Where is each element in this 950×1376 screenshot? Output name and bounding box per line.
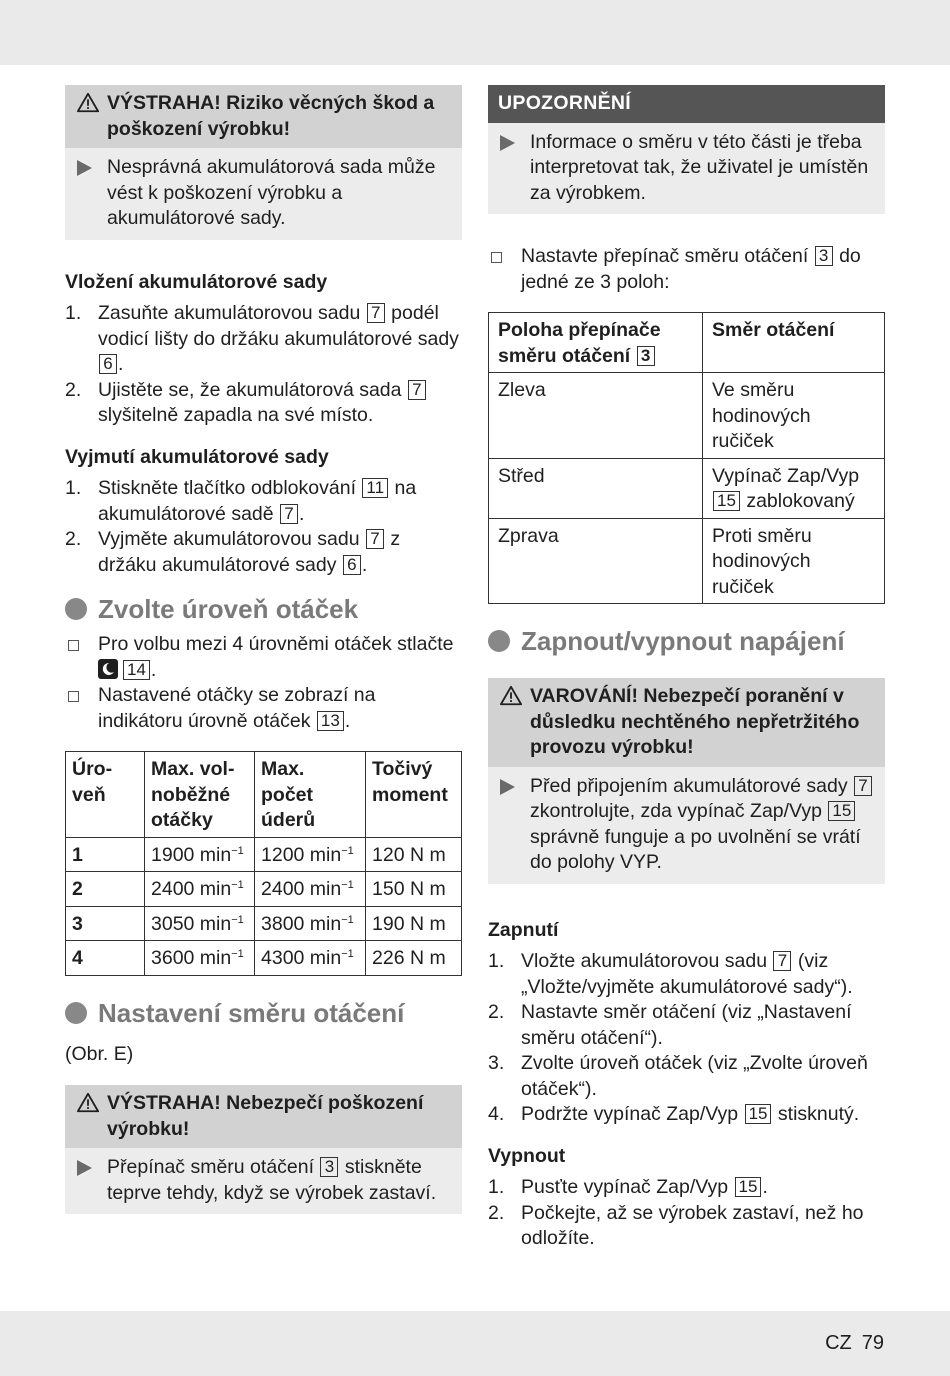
ref-number: 13 xyxy=(317,711,344,731)
list-item xyxy=(488,1051,885,1102)
on-steps xyxy=(488,949,885,1128)
speed-table xyxy=(65,751,462,976)
list-item xyxy=(488,949,885,1000)
notice-body xyxy=(488,123,885,215)
unit-exponent: −1 xyxy=(341,948,354,960)
section-title: Zapnout/vypnout napájení xyxy=(521,626,845,656)
step-text: Počkejte, až se výrobek zastaví, než ho odložíte. xyxy=(521,1201,864,1249)
step-number: 2. xyxy=(488,1001,505,1023)
warning-header xyxy=(65,1085,462,1148)
table-header-cell: Směr otáčení xyxy=(703,313,885,373)
bullet-text-end: . xyxy=(344,709,351,732)
level-cell: 2 xyxy=(66,872,145,907)
step-text: podél vodicí lišty do držáku akumulátorové sady xyxy=(98,302,459,350)
cell-text: Vypínač Zap/Vyp xyxy=(712,464,860,487)
step-number: 2. xyxy=(65,528,82,550)
ref-number: 3 xyxy=(320,1157,338,1177)
ref-number: 7 xyxy=(773,951,791,971)
bpm-cell xyxy=(255,837,366,872)
ref-number: 15 xyxy=(828,801,855,821)
table-header-row xyxy=(489,313,885,373)
table-row xyxy=(66,837,462,872)
unit-exponent: −1 xyxy=(341,913,354,926)
warning-text-mid: zkontrolujte, zda vypínač Zap/Vyp xyxy=(530,800,828,822)
warning-box-injury xyxy=(488,678,885,884)
step-text: Pusťte vypínač Zap/Vyp xyxy=(521,1176,734,1198)
bpm-cell xyxy=(255,872,366,907)
ref-number: 6 xyxy=(99,354,117,374)
section-bullet-icon xyxy=(65,598,87,620)
bpm-cell xyxy=(255,906,366,941)
direction-table xyxy=(488,312,885,604)
list-item xyxy=(65,476,462,527)
warning-text: Před připojením akumulátorové sady xyxy=(530,774,853,797)
ref-number: 15 xyxy=(713,491,740,511)
arrow-right-icon xyxy=(500,779,515,795)
bpm-cell xyxy=(255,941,366,976)
ref-number: 6 xyxy=(343,555,361,575)
section-title: Nastavení směru otáčení xyxy=(98,997,405,1028)
section-bullet-icon xyxy=(65,1002,87,1024)
step-number: 1. xyxy=(65,477,82,499)
warning-header xyxy=(65,85,462,148)
unit-exponent: −1 xyxy=(231,844,244,857)
square-bullet-icon xyxy=(68,640,79,651)
ref-number: 14 xyxy=(123,660,150,680)
list-item xyxy=(65,683,462,734)
step-number: 4. xyxy=(488,1103,505,1125)
step-number: 3. xyxy=(488,1052,505,1074)
language-code: CZ xyxy=(825,1332,852,1354)
step-text: . xyxy=(762,1176,768,1198)
table-row xyxy=(489,518,885,604)
section-power xyxy=(488,626,885,656)
list-item xyxy=(488,1201,885,1252)
notice-text: Informace o směru v této části je třeba interpretovat tak, že uživatel je umístěn za výrobkem. xyxy=(530,130,869,204)
table-row xyxy=(66,906,462,941)
page-number: 79 xyxy=(861,1332,884,1354)
ref-number: 7 xyxy=(408,380,426,400)
figure-reference: (Obr. E) xyxy=(65,1042,134,1065)
bullet-text: Nastavené otáčky se zobrazí na indikátoru úrovně otáček xyxy=(98,684,376,732)
table-header-cell: Max. počet úderů xyxy=(255,752,366,838)
warning-title: VÝSTRAHA! Nebezpečí poškození výrobku! xyxy=(107,1092,424,1140)
level-cell: 1 xyxy=(66,837,145,872)
remove-steps xyxy=(65,476,462,578)
torque-cell: 190 N m xyxy=(366,906,462,941)
torque-cell: 120 N m xyxy=(366,837,462,872)
section-title: Zvolte úroveň otáček xyxy=(98,594,359,624)
section-speed xyxy=(65,594,462,624)
list-item xyxy=(65,632,462,683)
list-item xyxy=(65,378,462,429)
list-item xyxy=(488,1175,885,1201)
step-text: Vložte akumulátorovou sadu xyxy=(521,950,773,972)
step-text: Nastavte směr otáčení (viz „Nastavení směru otáčení“). xyxy=(521,1001,852,1049)
step-number: 2. xyxy=(65,378,82,401)
list-item xyxy=(488,1000,885,1051)
top-band xyxy=(0,0,950,65)
table-header-row xyxy=(66,752,462,838)
warning-box-damage xyxy=(65,85,462,240)
step-text: stisknutý. xyxy=(772,1103,860,1125)
table-cell: Zleva xyxy=(489,373,703,459)
right-column xyxy=(488,85,885,1268)
step-text: Stiskněte tlačítko odblokování xyxy=(98,477,362,499)
step-text: (viz „Vložte/vyjměte akumulátorové sady“). xyxy=(521,950,853,998)
warning-text: Přepínač směru otáčení xyxy=(107,1156,320,1178)
ref-number: 7 xyxy=(280,504,298,524)
warning-header xyxy=(488,678,885,767)
cell-value: 3800 min xyxy=(261,912,342,935)
warning-title: VÝSTRAHA! Riziko věcných škod a poškození výrobku! xyxy=(107,92,435,140)
ref-number: 7 xyxy=(367,303,385,323)
list-item xyxy=(65,301,462,378)
warning-body xyxy=(488,767,885,884)
cell-value: 2400 min xyxy=(151,878,232,900)
step-number: 1. xyxy=(488,950,505,972)
step-text: . xyxy=(299,502,305,525)
step-text: na akumulátorové sadě xyxy=(98,477,417,525)
ref-number: 7 xyxy=(854,776,872,796)
cell-value: 1900 min xyxy=(151,843,232,866)
bottom-band xyxy=(0,1311,950,1376)
section-bullet-icon xyxy=(488,630,510,652)
step-number: 2. xyxy=(488,1201,505,1224)
table-cell xyxy=(703,458,885,518)
step-text: Vyjměte akumulátorovou sadu xyxy=(98,528,366,550)
table-header-cell xyxy=(489,313,703,373)
speed-button-icon xyxy=(98,659,118,679)
cell-value: 3600 min xyxy=(151,947,232,969)
heading-off: Vypnout xyxy=(488,1144,566,1167)
square-bullet-icon xyxy=(491,252,502,263)
square-bullet-icon xyxy=(68,691,79,702)
level-cell: 4 xyxy=(66,941,145,976)
torque-cell: 150 N m xyxy=(366,872,462,907)
cell-text-end: zablokovaný xyxy=(740,490,855,512)
ref-number: 15 xyxy=(745,1104,772,1124)
step-text: Zvolte úroveň otáček (viz „Zvolte úroveň otáček“). xyxy=(521,1052,868,1100)
step-text: Ujistěte se, že akumulátorová sada xyxy=(98,378,407,401)
step-text: . xyxy=(361,553,368,576)
unit-exponent: −1 xyxy=(341,844,354,857)
table-header-cell: Točivý moment xyxy=(366,752,462,838)
list-item xyxy=(488,1102,885,1128)
step-text: . xyxy=(118,353,124,375)
warning-text-end: správně funguje a po uvolnění se vrátí do polohy VYP. xyxy=(530,825,861,873)
table-cell: Střed xyxy=(489,458,703,518)
table-cell: Proti směru hodinových ručiček xyxy=(703,518,885,604)
heading-on: Zapnutí xyxy=(488,918,559,941)
ref-number: 7 xyxy=(366,529,384,549)
warning-triangle-icon xyxy=(77,1092,99,1114)
ref-number: 11 xyxy=(362,478,388,498)
bullet-text-end: do jedné ze 3 poloh: xyxy=(521,245,861,293)
warning-text-end: stiskněte teprve tehdy, když se výrobek zastaví. xyxy=(107,1156,437,1204)
cell-value: 3050 min xyxy=(151,912,232,935)
step-text: Podržte vypínač Zap/Vyp xyxy=(521,1103,744,1125)
direction-step xyxy=(488,244,885,295)
rpm-cell xyxy=(145,837,255,872)
bullet-text: Nastavte přepínač směru otáčení xyxy=(521,245,814,267)
level-cell: 3 xyxy=(66,906,145,941)
section-direction xyxy=(65,998,462,1028)
step-number: 1. xyxy=(488,1176,505,1198)
ref-number: 15 xyxy=(735,1177,762,1197)
warning-triangle-icon xyxy=(500,685,522,707)
rpm-cell xyxy=(145,941,255,976)
unit-exponent: −1 xyxy=(231,913,244,926)
page-footer xyxy=(815,1331,884,1357)
table-header-cell: Max. vol-noběžné otáčky xyxy=(145,752,255,838)
arrow-right-icon xyxy=(500,135,515,151)
unit-exponent: −1 xyxy=(341,879,354,891)
insert-steps xyxy=(65,301,462,429)
table-cell: Zprava xyxy=(489,518,703,604)
step-text: Zasuňte akumulátorovou sadu xyxy=(98,302,366,324)
heading-remove: Vyjmutí akumulátorové sady xyxy=(65,445,329,468)
speed-bullets xyxy=(65,632,462,734)
notice-box xyxy=(488,85,885,214)
table-row xyxy=(66,872,462,907)
step-text: z držáku akumulátorové sady xyxy=(98,528,401,576)
ref-number: 3 xyxy=(637,346,655,366)
list-item xyxy=(65,527,462,578)
warning-triangle-icon xyxy=(77,92,99,114)
rpm-cell xyxy=(145,906,255,941)
unit-exponent: −1 xyxy=(231,948,244,960)
ref-number: 3 xyxy=(815,246,833,266)
list-item xyxy=(488,244,885,295)
cell-value: 2400 min xyxy=(261,878,342,900)
warning-title: VAROVÁNÍ! Nebezpečí poranění v důsledku nechtěného nepřetržitého provozu výrobku! xyxy=(530,685,860,758)
table-row xyxy=(489,458,885,518)
table-cell: Ve směru hodinových ručiček xyxy=(703,373,885,459)
torque-cell: 226 N m xyxy=(366,941,462,976)
bullet-text: Pro volbu mezi 4 úrovněmi otáček stlačte xyxy=(98,633,454,655)
warning-box-direction xyxy=(65,1085,462,1214)
unit-exponent: −1 xyxy=(231,879,244,891)
step-number: 1. xyxy=(65,302,82,324)
table-row xyxy=(489,373,885,459)
heading-insert: Vložení akumulátorové sady xyxy=(65,270,328,293)
notice-header: UPOZORNĚNÍ xyxy=(488,85,885,123)
header-text: Poloha přepínače směru otáčení xyxy=(498,319,661,367)
arrow-right-icon xyxy=(77,160,92,176)
warning-text: Nesprávná akumulátorová sada může vést k poškození výrobku a akumulátorové sady. xyxy=(107,156,436,229)
warning-body xyxy=(65,148,462,240)
off-steps xyxy=(488,1175,885,1252)
arrow-right-icon xyxy=(77,1160,92,1176)
rpm-cell xyxy=(145,872,255,907)
left-column xyxy=(65,85,462,1244)
step-text: slyšitelně zapadla na své místo. xyxy=(98,404,374,426)
warning-body xyxy=(65,1148,462,1214)
table-header-cell: Úro-veň xyxy=(66,752,145,838)
cell-value: 4300 min xyxy=(261,947,342,969)
table-row xyxy=(66,941,462,976)
bullet-text-end: . xyxy=(150,658,157,681)
cell-value: 1200 min xyxy=(261,843,342,866)
